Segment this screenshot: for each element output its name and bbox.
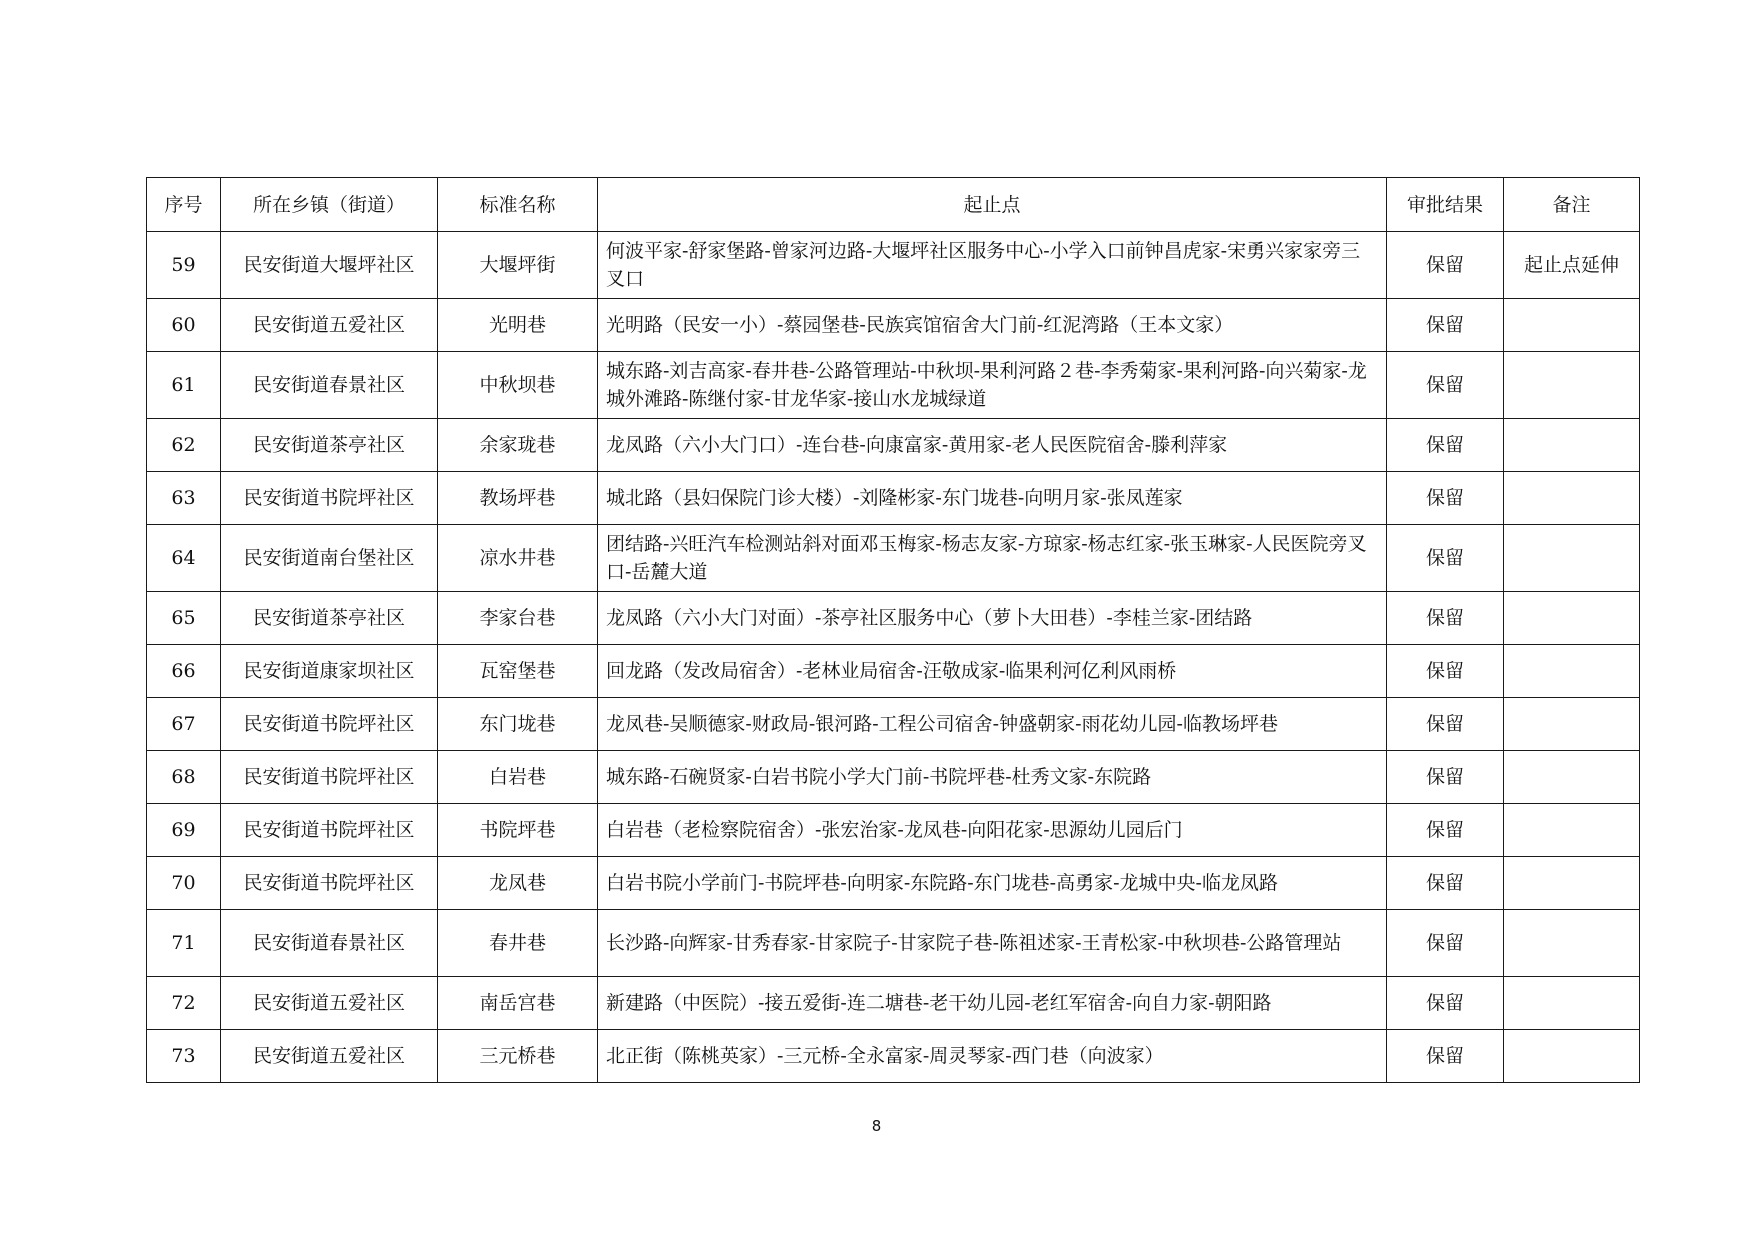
cell-start-end-points: 北正街（陈桃英家）-三元桥-全永富家-周灵琴家-西门巷（向波家）: [598, 1030, 1387, 1083]
table-row: [147, 525, 1640, 592]
cell-approval-result: 保留: [1387, 419, 1504, 472]
table-row: [147, 751, 1640, 804]
table-row: [147, 698, 1640, 751]
cell-town-street: 民安街道五爱社区: [221, 299, 438, 352]
table-row: [147, 299, 1640, 352]
cell-remarks: [1504, 419, 1640, 472]
cell-start-end-points: 城东路-石碗贤家-白岩书院小学大门前-书院坪巷-杜秀文家-东院路: [598, 751, 1387, 804]
cell-start-end-points: 城北路（县妇保院门诊大楼）-刘隆彬家-东门垅巷-向明月家-张凤莲家: [598, 472, 1387, 525]
cell-standard-name: 教场坪巷: [438, 472, 598, 525]
cell-approval-result: 保留: [1387, 232, 1504, 299]
table-row: [147, 910, 1640, 977]
cell-town-street: 民安街道茶亭社区: [221, 592, 438, 645]
table-row: [147, 419, 1640, 472]
cell-start-end-points: 白岩书院小学前门-书院坪巷-向明家-东院路-东门垅巷-高勇家-龙城中央-临龙凤路: [598, 857, 1387, 910]
header-start-end-points: 起止点: [598, 178, 1387, 232]
table-row: [147, 472, 1640, 525]
street-approval-table: [146, 177, 1640, 1083]
cell-remarks: [1504, 472, 1640, 525]
cell-remarks: [1504, 857, 1640, 910]
cell-remarks: [1504, 910, 1640, 977]
cell-approval-result: 保留: [1387, 977, 1504, 1030]
table-row: [147, 1030, 1640, 1083]
cell-standard-name: 光明巷: [438, 299, 598, 352]
cell-start-end-points: 团结路-兴旺汽车检测站斜对面邓玉梅家-杨志友家-方琼家-杨志红家-张玉琳家-人民医院旁叉口-岳麓大道: [598, 525, 1387, 592]
cell-start-end-points: 何波平家-舒家堡路-曾家河边路-大堰坪社区服务中心-小学入口前钟昌虎家-宋勇兴家家旁三叉口: [598, 232, 1387, 299]
cell-remarks: 起止点延伸: [1504, 232, 1640, 299]
cell-remarks: [1504, 804, 1640, 857]
cell-serial-number: 66: [147, 645, 221, 698]
cell-approval-result: 保留: [1387, 857, 1504, 910]
cell-approval-result: 保留: [1387, 592, 1504, 645]
cell-serial-number: 67: [147, 698, 221, 751]
cell-town-street: 民安街道康家坝社区: [221, 645, 438, 698]
table-row: [147, 804, 1640, 857]
cell-start-end-points: 白岩巷（老检察院宿舍）-张宏治家-龙凤巷-向阳花家-思源幼儿园后门: [598, 804, 1387, 857]
header-approval-result: 审批结果: [1387, 178, 1504, 232]
cell-remarks: [1504, 299, 1640, 352]
cell-town-street: 民安街道大堰坪社区: [221, 232, 438, 299]
cell-serial-number: 71: [147, 910, 221, 977]
cell-remarks: [1504, 592, 1640, 645]
header-standard-name: 标准名称: [438, 178, 598, 232]
page-number: 8: [871, 1117, 882, 1135]
table-row: [147, 232, 1640, 299]
cell-standard-name: 余家珑巷: [438, 419, 598, 472]
header-serial-number: 序号: [147, 178, 221, 232]
cell-start-end-points: 回龙路（发改局宿舍）-老林业局宿舍-汪敬成家-临果利河亿利风雨桥: [598, 645, 1387, 698]
cell-approval-result: 保留: [1387, 910, 1504, 977]
cell-remarks: [1504, 352, 1640, 419]
cell-town-street: 民安街道五爱社区: [221, 977, 438, 1030]
cell-standard-name: 书院坪巷: [438, 804, 598, 857]
header-town-street: 所在乡镇（街道）: [221, 178, 438, 232]
table-header-row: [147, 178, 1640, 232]
cell-start-end-points: 龙凤路（六小大门对面）-茶亭社区服务中心（萝卜大田巷）-李桂兰家-团结路: [598, 592, 1387, 645]
cell-serial-number: 68: [147, 751, 221, 804]
cell-serial-number: 65: [147, 592, 221, 645]
cell-approval-result: 保留: [1387, 472, 1504, 525]
cell-approval-result: 保留: [1387, 645, 1504, 698]
cell-serial-number: 69: [147, 804, 221, 857]
cell-start-end-points: 龙凤巷-吴顺德家-财政局-银河路-工程公司宿舍-钟盛朝家-雨花幼儿园-临教场坪巷: [598, 698, 1387, 751]
table-row: [147, 977, 1640, 1030]
cell-standard-name: 龙凤巷: [438, 857, 598, 910]
cell-standard-name: 南岳宫巷: [438, 977, 598, 1030]
cell-approval-result: 保留: [1387, 804, 1504, 857]
cell-town-street: 民安街道五爱社区: [221, 1030, 438, 1083]
cell-town-street: 民安街道书院坪社区: [221, 751, 438, 804]
cell-standard-name: 瓦窑堡巷: [438, 645, 598, 698]
cell-standard-name: 凉水井巷: [438, 525, 598, 592]
cell-town-street: 民安街道书院坪社区: [221, 472, 438, 525]
table-row: [147, 857, 1640, 910]
cell-town-street: 民安街道春景社区: [221, 910, 438, 977]
cell-remarks: [1504, 751, 1640, 804]
table-row: [147, 592, 1640, 645]
cell-approval-result: 保留: [1387, 698, 1504, 751]
table-row: [147, 352, 1640, 419]
cell-start-end-points: 新建路（中医院）-接五爱街-连二塘巷-老干幼儿园-老红军宿舍-向自力家-朝阳路: [598, 977, 1387, 1030]
cell-start-end-points: 长沙路-向辉家-甘秀春家-甘家院子-甘家院子巷-陈祖述家-王青松家-中秋坝巷-公路管理站: [598, 910, 1387, 977]
cell-start-end-points: 龙凤路（六小大门口）-连台巷-向康富家-黄用家-老人民医院宿舍-滕利萍家: [598, 419, 1387, 472]
cell-serial-number: 64: [147, 525, 221, 592]
cell-town-street: 民安街道书院坪社区: [221, 804, 438, 857]
cell-serial-number: 63: [147, 472, 221, 525]
cell-approval-result: 保留: [1387, 751, 1504, 804]
cell-serial-number: 70: [147, 857, 221, 910]
cell-serial-number: 61: [147, 352, 221, 419]
cell-town-street: 民安街道书院坪社区: [221, 698, 438, 751]
cell-town-street: 民安街道南台堡社区: [221, 525, 438, 592]
cell-serial-number: 59: [147, 232, 221, 299]
cell-serial-number: 60: [147, 299, 221, 352]
cell-standard-name: 三元桥巷: [438, 1030, 598, 1083]
cell-town-street: 民安街道书院坪社区: [221, 857, 438, 910]
cell-standard-name: 大堰坪街: [438, 232, 598, 299]
cell-town-street: 民安街道茶亭社区: [221, 419, 438, 472]
cell-standard-name: 春井巷: [438, 910, 598, 977]
cell-start-end-points: 光明路（民安一小）-蔡园堡巷-民族宾馆宿舍大门前-红泥湾路（王本文家）: [598, 299, 1387, 352]
cell-remarks: [1504, 645, 1640, 698]
cell-town-street: 民安街道春景社区: [221, 352, 438, 419]
cell-serial-number: 72: [147, 977, 221, 1030]
cell-standard-name: 白岩巷: [438, 751, 598, 804]
cell-approval-result: 保留: [1387, 525, 1504, 592]
cell-approval-result: 保留: [1387, 352, 1504, 419]
cell-approval-result: 保留: [1387, 299, 1504, 352]
table-body: [147, 232, 1640, 1083]
cell-standard-name: 李家台巷: [438, 592, 598, 645]
cell-remarks: [1504, 977, 1640, 1030]
header-remarks: 备注: [1504, 178, 1640, 232]
cell-remarks: [1504, 525, 1640, 592]
cell-remarks: [1504, 1030, 1640, 1083]
cell-standard-name: 东门垅巷: [438, 698, 598, 751]
cell-approval-result: 保留: [1387, 1030, 1504, 1083]
cell-serial-number: 73: [147, 1030, 221, 1083]
cell-start-end-points: 城东路-刘吉高家-春井巷-公路管理站-中秋坝-果利河路２巷-李秀菊家-果利河路-向兴菊家-龙城外滩路-陈继付家-甘龙华家-接山水龙城绿道: [598, 352, 1387, 419]
cell-remarks: [1504, 698, 1640, 751]
cell-serial-number: 62: [147, 419, 221, 472]
table-row: [147, 645, 1640, 698]
cell-standard-name: 中秋坝巷: [438, 352, 598, 419]
